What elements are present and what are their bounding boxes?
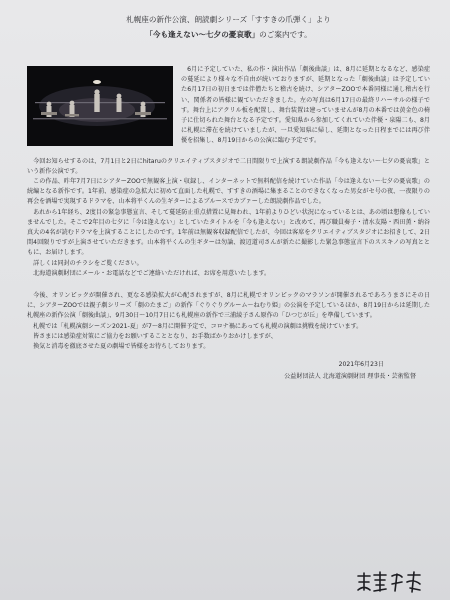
organization-signoff: 公益財団法人 北海道演劇財団 理事長・芸術監督 [284, 373, 416, 381]
letter-body [27, 65, 430, 383]
paragraph-10: 換気と消毒を徹底させた夏の劇場で皆様をお待ちしております。 [33, 343, 210, 351]
rehearsal-photo [27, 66, 173, 146]
paragraph-2: 今回お知らせするのは、7月1日と2日にhitaruのクリエイティブスタジオで二日間限りで上演する朗読劇作品「今も逢えない〜七夕の憂哀歌」という新作公演です。 [27, 157, 430, 175]
paragraph-7: 今後、オリンピックが開催され、更なる感染拡大が心配されますが、8月に札幌でオリンピックのマラソンが開催されるであろうまさにその日に、シアターZOOでは親子劇シリーズ「劇のたまご」の新作「ぐりぐりグルーム〜ねむり姫」の公演を予定しているほか、8月19日からは延期した札幌座の新作公演「劇後曲談」、9月30日〜10月7日にも札幌座の新作で三浦綾子さん原作の「ひつじが丘」を準備しています。 [27, 292, 430, 320]
paragraph-9: 皆さまには感染症対策にご協力をお願いすることとなり、お手数ばかりおかけしますが、 [33, 332, 277, 340]
paragraph-8: 札幌では「札幌演劇シーズン2021-夏」が7〜8月に開催予定で、コロナ禍にあっても札幌の演劇は挑戦を続けています。 [33, 322, 363, 330]
production-title: 「今も逢えない〜七夕の憂哀歌」 [145, 30, 260, 39]
letter-date: 2021年6月23日 [338, 361, 384, 369]
title-suffix: のご案内です。 [259, 30, 312, 39]
paragraph-5: 詳しくは同封のチラシをご覧ください。 [33, 259, 143, 267]
letter-subtitle: 札幌座の新作公演、朗読劇シリーズ「すすきの爪弾く」より [126, 15, 331, 24]
paragraph-6: 北海道演劇財団にメール・お電話などでご連絡いただければ、お席を用意いたします。 [33, 269, 271, 277]
paragraph-4: あれから1年経ち、2度目の緊急事態宣言、そして蔓延防止重点措置に見舞われ、1年前よりひどい状況になっているとは、あの頃は想像もしていませんでした。そこで2年目の七夕に「今は逢えない」としていたタイトルを「今も逢えない」と改めて、再び職員奏子・清水友陽・西田薫・納谷真大の4名が読むドラマを上演することにしたのです。1年前は無観客収録配信でしたが、今回は客席をクリエイティブスタジオにお招きして、2日間4回限りですが上演させていただきます。山本将平くんの生ギターは勿論、渡辺道司さんが新たに撮影した緊急事態宣言下のススキノの写真とともに、お届けします。 [27, 208, 430, 257]
paragraph-3: この作品、昨年7月7日にシアターZOOで無観客上演・収録し、インターネットで無料配信を続けていた作品「今は逢えない〜七夕の憂哀歌」の続編となる新作です。1年前、感染症の急拡大に初めて直面した札幌で、すすきの酒場に集まることのできなくなった男女がセ号の夜、一夜限りの再会を酒場で実現するドラマを、山本将平くんの生ギターによるブルースでカブァーした朗読劇作品でした。 [27, 178, 430, 206]
handwritten-signature [354, 570, 424, 594]
paragraph-1: 6月に予定していた、私の作・演出作品「劇後曲談」は、8月に延期となるなど、感染症の蔓延により様々な不自由が続いておりますが、延期となった「劇後曲談」は予定していた6月17日の初日までは伴僧たちと稽古を続け、シアターZOOで本番同様に通し稽古を行い、関係者の皆様に観ていただきました。左の写真は6月17日の最終リハーサルの様子です。舞台上にアクリル板を配置し、舞台装置は建っていませんが8月の本番では黄金色の椅子に仕切られた舞台となる予定です。愛知県から参加してくれていた伴優・泉陽二も、8月に札幌に滞在を続けていましたが、一旦愛知県に帰し、延期となった日程までには再び伴優を招集し、8月19日からの公演に臨む予定です。 [181, 66, 430, 145]
letter-title [27, 29, 430, 41]
